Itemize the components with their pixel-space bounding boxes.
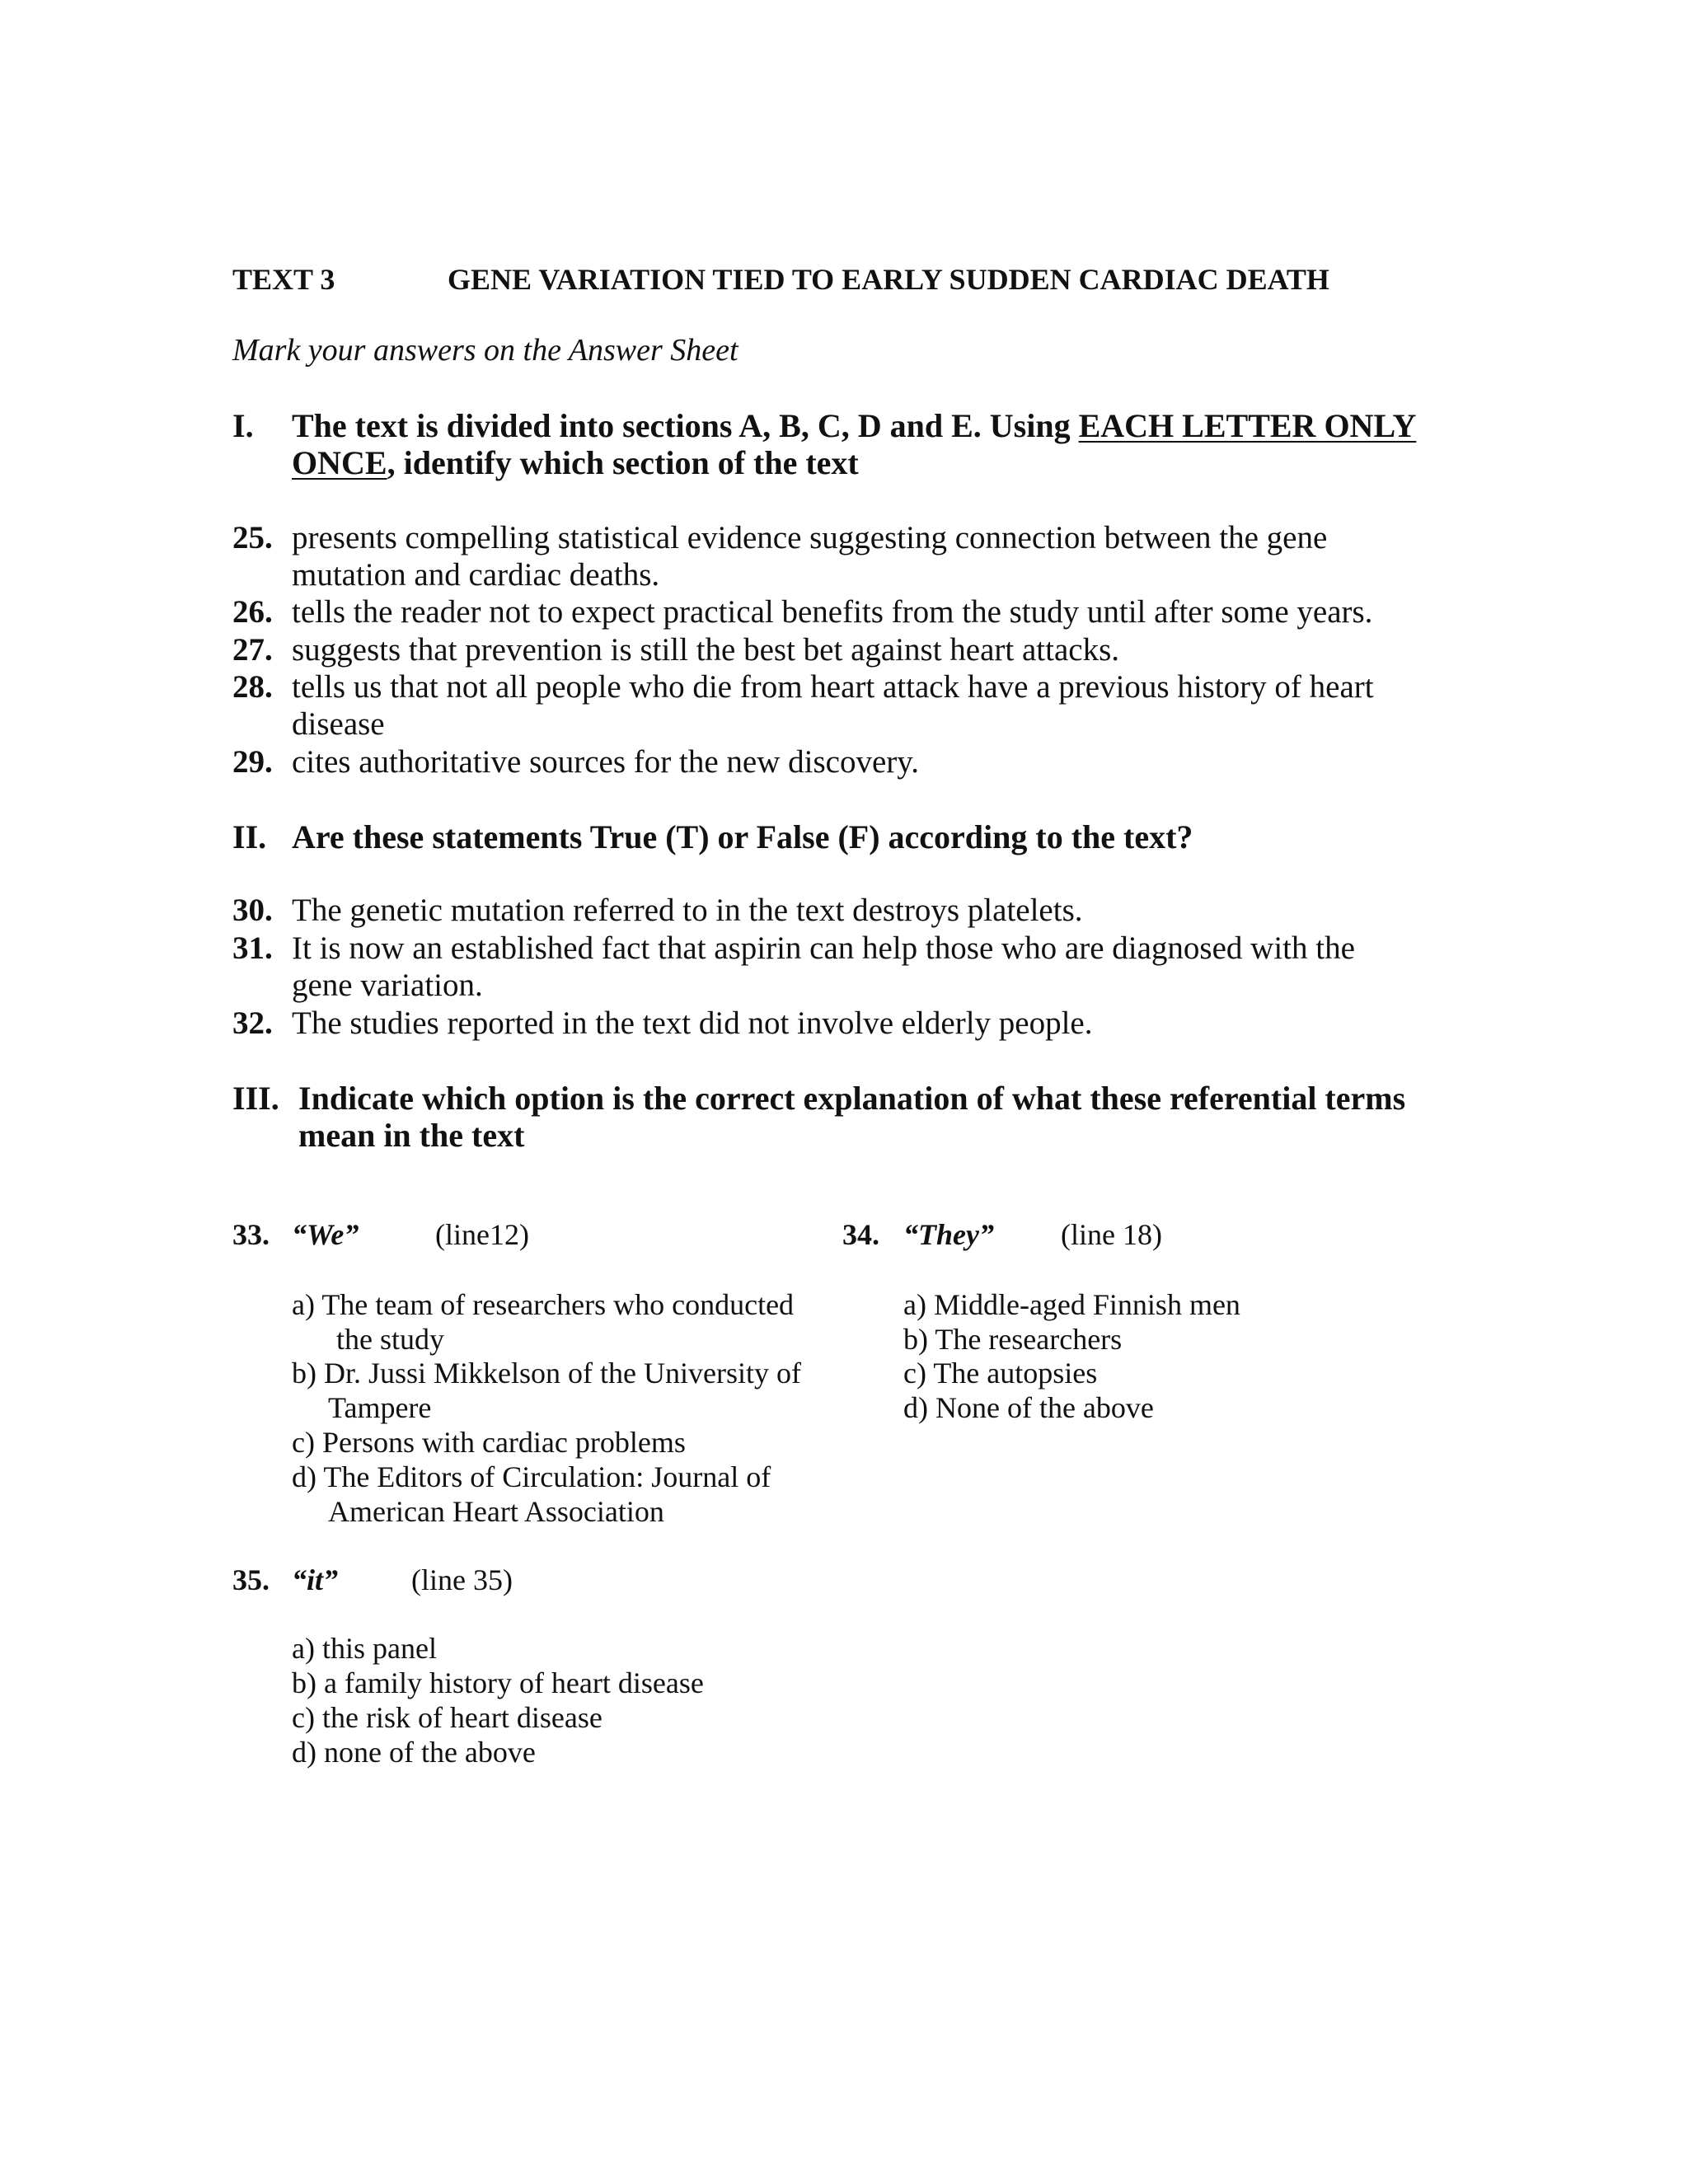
- section-2-heading: Are these statements True (T) or False (F) according to the text?: [292, 818, 1193, 855]
- section-1-heading-text: The text is divided into sections A, B, C, D and E. Using: [292, 407, 1079, 444]
- option-b: b) The researchers: [903, 1323, 1123, 1356]
- option-d: d) none of the above: [292, 1736, 536, 1769]
- question-number: 35.: [232, 1563, 270, 1596]
- option-b: b) Dr. Jussi Mikkelson of the University of: [292, 1357, 801, 1390]
- question-number: 28.: [232, 669, 273, 705]
- option-c: c) Persons with cardiac problems: [292, 1426, 686, 1459]
- question-text: cites authoritative sources for the new discovery.: [292, 744, 919, 780]
- question-number: 31.: [232, 930, 273, 966]
- question-number: 25.: [232, 520, 273, 555]
- text-number: TEXT 3: [232, 263, 335, 296]
- section-1-numeral: I.: [232, 407, 254, 444]
- question-text: disease: [292, 706, 385, 742]
- question-text: gene variation.: [292, 968, 483, 1003]
- question-number: 34.: [842, 1218, 879, 1251]
- referential-term: “We”: [292, 1218, 359, 1251]
- section-3-heading-line-1: Indicate which option is the correct explanation of what these referential terms: [298, 1080, 1406, 1117]
- option-a: a) Middle-aged Finnish men: [903, 1288, 1240, 1321]
- page-title: GENE VARIATION TIED TO EARLY SUDDEN CARDIAC DEATH: [448, 263, 1329, 296]
- section-1-heading-underlined-2: ONCE: [292, 444, 387, 481]
- option-d-continued: American Heart Association: [328, 1495, 664, 1528]
- option-d: d) None of the above: [903, 1391, 1154, 1424]
- question-number: 32.: [232, 1005, 273, 1041]
- section-1-heading-line-2: [292, 443, 859, 482]
- referential-term: “it”: [292, 1563, 339, 1596]
- question-text: The studies reported in the text did not involve elderly people.: [292, 1005, 1093, 1041]
- question-text: presents compelling statistical evidence suggesting connection between the gene: [292, 520, 1328, 555]
- question-number: 30.: [232, 893, 273, 928]
- section-3-heading-line-2: mean in the text: [298, 1117, 525, 1154]
- question-number: 26.: [232, 594, 273, 630]
- question-text: The genetic mutation referred to in the text destroys platelets.: [292, 893, 1083, 928]
- option-b-continued: Tampere: [328, 1391, 432, 1424]
- option-a: a) this panel: [292, 1632, 437, 1665]
- question-text: tells the reader not to expect practical benefits from the study until after some years.: [292, 594, 1373, 630]
- question-text: It is now an established fact that aspirin can help those who are diagnosed with the: [292, 930, 1355, 966]
- section-1-heading-line-1: [292, 406, 1416, 445]
- question-text: tells us that not all people who die from heart attack have a previous history of heart: [292, 669, 1374, 705]
- section-3-numeral: III.: [232, 1080, 279, 1117]
- section-1-heading-text-2: , identify which section of the text: [387, 444, 859, 481]
- line-reference: (line12): [435, 1218, 529, 1251]
- question-number: 27.: [232, 632, 273, 668]
- question-number: 29.: [232, 744, 273, 780]
- option-c: c) the risk of heart disease: [292, 1701, 603, 1734]
- section-1-heading-underlined: EACH LETTER ONLY: [1078, 407, 1417, 444]
- option-a: a) The team of researchers who conducted: [292, 1288, 795, 1321]
- option-c: c) The autopsies: [903, 1357, 1098, 1390]
- question-number: 33.: [232, 1218, 270, 1251]
- question-text: mutation and cardiac deaths.: [292, 557, 660, 593]
- option-d: d) The Editors of Circulation: Journal of: [292, 1460, 771, 1493]
- line-reference: (line 18): [1061, 1218, 1162, 1251]
- line-reference: (line 35): [411, 1563, 513, 1596]
- question-text: suggests that prevention is still the best bet against heart attacks.: [292, 632, 1120, 668]
- referential-term: “They”: [903, 1218, 994, 1251]
- option-b: b) a family history of heart disease: [292, 1666, 704, 1699]
- section-2-numeral: II.: [232, 818, 267, 855]
- instruction-text: Mark your answers on the Answer Sheet: [232, 333, 738, 368]
- option-a-continued: the study: [336, 1323, 444, 1356]
